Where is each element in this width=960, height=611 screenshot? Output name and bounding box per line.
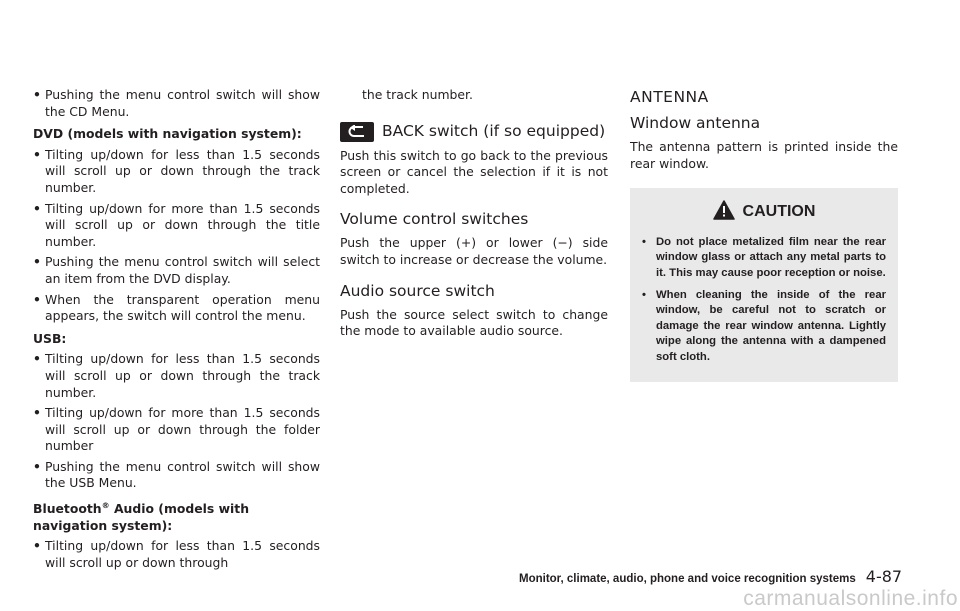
back-text: Push this switch to go back to the previous screen or cancel the selection if it is not completed. <box>340 147 608 196</box>
usb-list <box>33 351 320 492</box>
warning-icon <box>713 200 735 225</box>
list-item: • Do not place metalized film near the rear window glass or attach any metal parts to it. This may cause poor reception or noise. <box>642 235 886 282</box>
list-item: • When cleaning the inside of the rear window, be careful not to scratch or damage the rear window antenna. Lightly wipe along the antenna with a dampened soft cloth. <box>642 288 886 366</box>
cd-list <box>33 87 320 120</box>
source-heading: Audio source switch <box>340 281 495 300</box>
volume-heading: Volume control switches <box>340 210 529 229</box>
list-item: • When the transparent operation menu appears, the switch will control the menu. <box>33 292 320 325</box>
volume-text: Push the upper (+) or lower (−) side switch to increase or decrease the volume. <box>340 235 608 267</box>
left-column <box>33 87 320 578</box>
dvd-heading: DVD (models with navigation system): <box>33 126 302 142</box>
list-item: • Pushing the menu control switch will show the CD Menu. <box>33 87 320 120</box>
footer-section-title: Monitor, climate, audio, phone and voice recognition systems <box>519 573 856 585</box>
right-column <box>630 87 898 382</box>
watermark: carmanualsonline.info <box>743 587 958 610</box>
source-text: Push the source select switch to change the mode to available audio source. <box>340 306 608 339</box>
list-item: • Tilting up/down for more than 1.5 seconds will scroll up or down through the title number. <box>33 201 320 251</box>
back-switch-heading: BACK switch (if so equipped) <box>340 122 608 142</box>
back-arrow-icon <box>340 122 374 142</box>
list-item: • Tilting up/down for less than 1.5 seconds will scroll up or down through <box>33 538 320 571</box>
page-footer <box>519 567 902 586</box>
dvd-list <box>33 147 320 325</box>
window-antenna-text: The antenna pattern is printed inside the rear window. <box>630 139 898 171</box>
caution-list <box>642 235 886 366</box>
list-item: • Tilting up/down for less than 1.5 seconds will scroll up or down through the track number. <box>33 351 320 401</box>
bluetooth-heading: Bluetooth® Audio (models with navigation system): <box>33 501 250 533</box>
list-item: • Pushing the menu control switch will select an item from the DVD display. <box>33 254 320 287</box>
window-antenna-heading: Window antenna <box>630 114 761 132</box>
continuation-text: the track number. <box>362 87 473 102</box>
usb-heading: USB: <box>33 330 67 346</box>
middle-column <box>340 87 608 348</box>
caution-box <box>630 188 898 381</box>
caution-header: CAUTION <box>642 200 886 225</box>
bluetooth-list <box>33 538 320 571</box>
list-item: • Tilting up/down for less than 1.5 seconds will scroll up or down through the track number. <box>33 147 320 197</box>
list-item: • Tilting up/down for more than 1.5 seconds will scroll up or down through the folder number <box>33 405 320 455</box>
page-number: 4-87 <box>865 567 903 586</box>
list-item: • Pushing the menu control switch will show the USB Menu. <box>33 459 320 492</box>
antenna-heading: ANTENNA <box>630 88 709 106</box>
